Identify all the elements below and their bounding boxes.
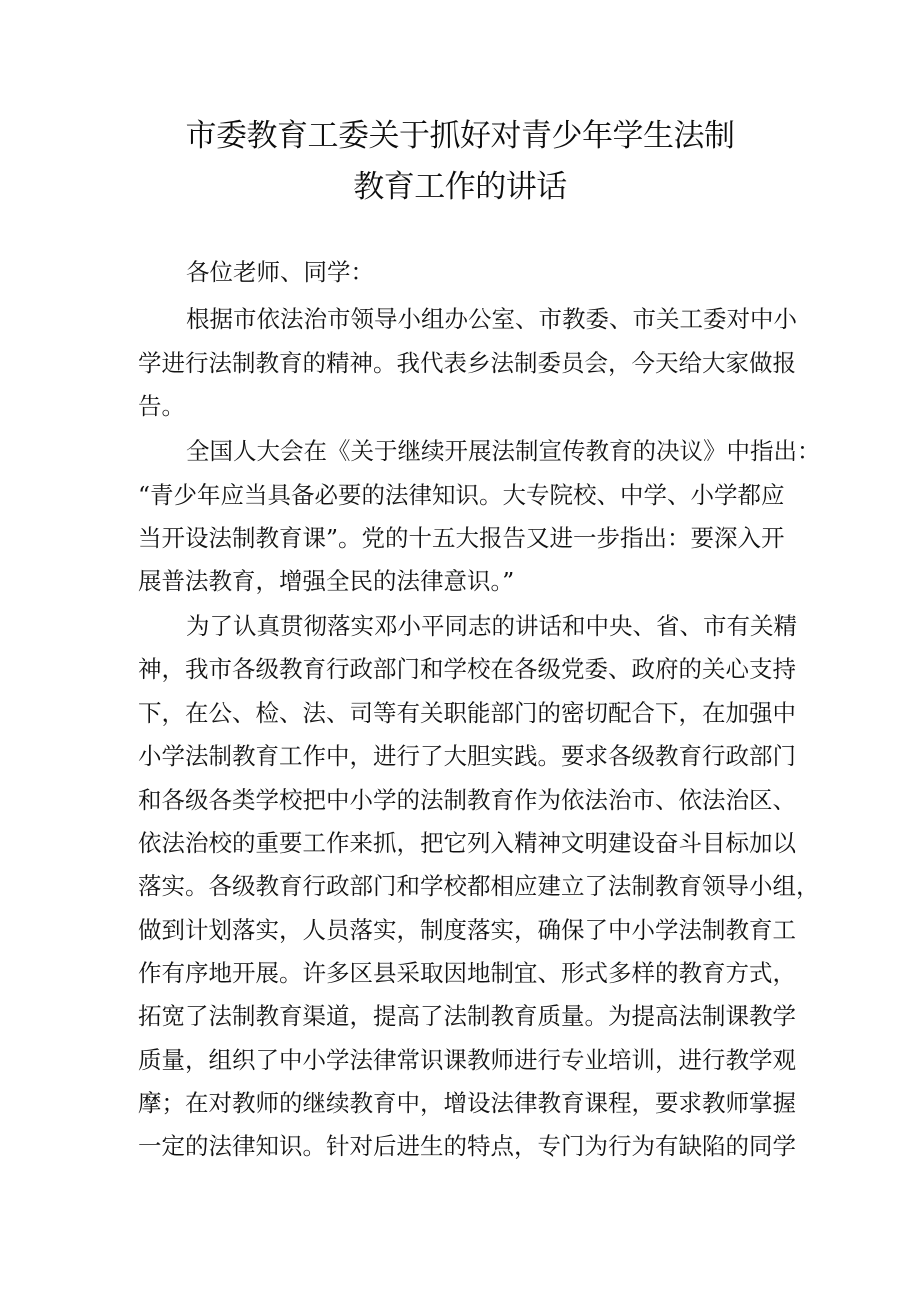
paragraph-3-line-7: 落实。各级教育行政部门和学校都相应建立了法制教育领导小组，	[138, 872, 820, 900]
paragraph-2-line-4: 展普法教育，增强全民的法律意识。”	[138, 567, 515, 595]
paragraph-3-line-9: 作有序地开展。许多区县采取因地制宜、形式多样的教育方式，	[138, 959, 796, 987]
paragraph-3-line-12: 摩；在对教师的继续教育中，增设法律教育课程，要求教师掌握	[138, 1089, 796, 1117]
paragraph-1-line-2: 学进行法制教育的精神。我代表乡法制委员会，今天给大家做报	[138, 349, 796, 377]
document-title-line-1: 市委教育工委关于抓好对青少年学生法制	[185, 118, 735, 154]
paragraph-3-line-8: 做到计划落实，人员落实，制度落实，确保了中小学法制教育工	[138, 916, 796, 944]
paragraph-3-line-10: 拓宽了法制教育渠道，提高了法制教育质量。为提高法制课教学	[138, 1002, 796, 1030]
paragraph-2-line-3: 当开设法制教育课”。党的十五大报告又进一步指出：要深入开	[138, 524, 785, 552]
paragraph-3-line-3: 下，在公、检、法、司等有关职能部门的密切配合下，在加强中	[138, 699, 796, 727]
paragraph-3-line-1: 为了认真贯彻落实邓小平同志的讲话和中央、省、市有关精	[186, 612, 797, 640]
paragraph-2-line-1: 全国人大会在《关于继续开展法制宣传教育的决议》中指出：	[186, 437, 821, 465]
paragraph-1-line-1: 根据市依法治市领导小组办公室、市教委、市关工委对中小	[186, 305, 797, 333]
paragraph-3-line-5: 和各级各类学校把中小学的法制教育作为依法治市、依法治区、	[138, 786, 796, 814]
paragraph-3-line-13: 一定的法律知识。针对后进生的特点，专门为行为有缺陷的同学	[138, 1132, 796, 1160]
paragraph-1-line-3: 告。	[138, 392, 185, 420]
paragraph-3-line-4: 小学法制教育工作中，进行了大胆实践。要求各级教育行政部门	[138, 742, 796, 770]
document-title-line-2: 教育工作的讲话	[353, 169, 567, 205]
paragraph-3-line-11: 质量，组织了中小学法律常识课教师进行专业培训，进行教学观	[138, 1046, 796, 1074]
paragraph-3-line-2: 神，我市各级教育行政部门和学校在各级党委、政府的关心支持	[138, 655, 796, 683]
paragraph-3-line-6: 依法治校的重要工作来抓，把它列入精神文明建设奋斗目标加以	[138, 829, 796, 857]
paragraph-2-line-2: “青少年应当具备必要的法律知识。大专院校、中学、小学都应	[138, 481, 785, 509]
salutation: 各位老师、同学：	[186, 258, 374, 286]
